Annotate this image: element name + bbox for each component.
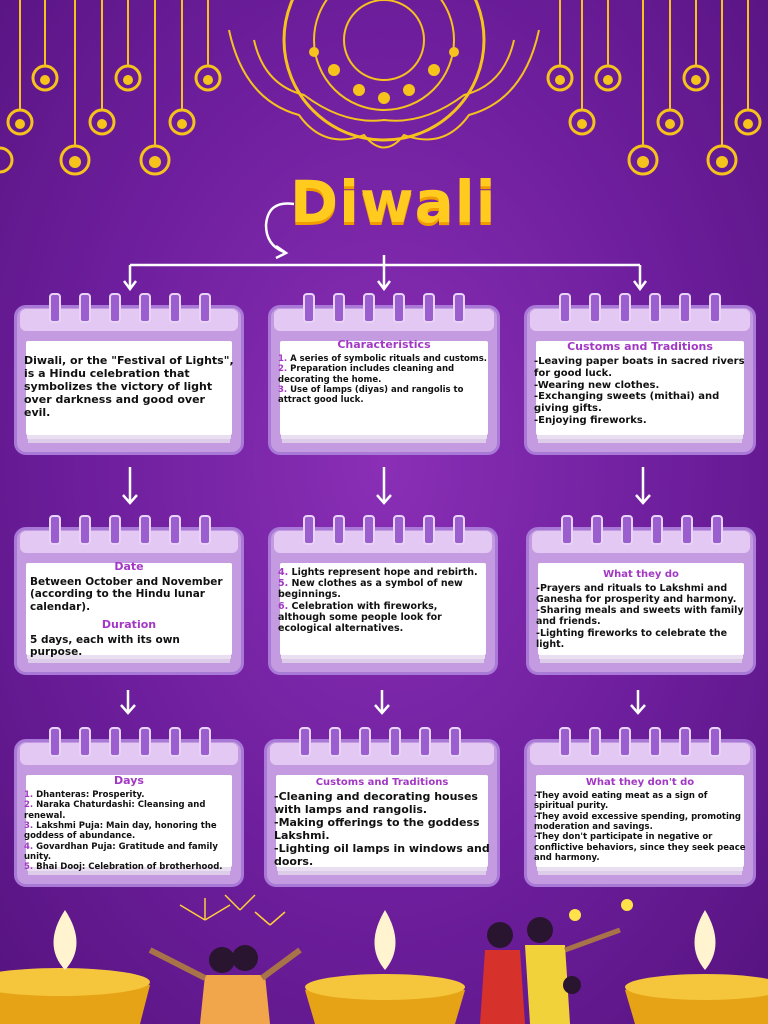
duration-text: 5 days, each with its own purpose. xyxy=(30,634,180,659)
duration-title: Duration xyxy=(101,618,157,632)
diya-lamp-icon xyxy=(0,910,150,1024)
card-days xyxy=(14,727,244,887)
list-item: -Prayers and rituals to Lakshmi and Ganesha for prosperity and harmony. xyxy=(536,582,737,605)
date-title: Date xyxy=(114,560,144,573)
list-item: -They avoid excessive spending, promoting moderation and savings. xyxy=(534,811,742,832)
list-item: -Sharing meals and sweets with family and friends. xyxy=(536,605,744,628)
what-they-do-title: What they do xyxy=(603,569,679,580)
list-item: 3. Use of lamps (diyas) and rangolis to attract good luck. xyxy=(278,385,464,406)
customs-title-2: Customs and Traditions xyxy=(315,777,449,788)
card-intro xyxy=(14,293,244,455)
list-item: -They don't participate in negative or conflictive behaviors, since they seek peace and harmony. xyxy=(534,832,746,863)
list-item: -Exchanging sweets (mithai) and giving gifts. xyxy=(534,391,720,415)
characteristics-title: Characteristics xyxy=(337,338,431,351)
list-item: 3. Lakshmi Puja: Main day, honoring the goddess of abundance. xyxy=(24,821,217,842)
diya-lamp-icon xyxy=(625,910,768,1024)
list-item: -Lighting fireworks to celebrate the light. xyxy=(536,627,728,650)
list-item: -Leaving paper boats in sacred rivers for good luck. xyxy=(534,355,745,379)
page-title: Diwali xyxy=(290,168,497,236)
card-customs-traditions xyxy=(524,293,756,455)
diya-lamp-icon xyxy=(305,910,465,1024)
sparkler-icon xyxy=(180,895,285,925)
date-text: Between October and November (according to the Hindu lunar calendar). xyxy=(30,575,223,613)
list-item: 1. A series of symbolic rituals and customs. xyxy=(278,353,487,364)
card-characteristics-continued xyxy=(268,515,498,675)
list-item: 5. New clothes as a symbol of new beginnings. xyxy=(278,578,463,601)
list-item: 4. Lights represent hope and rebirth. xyxy=(278,567,478,578)
days-title: Days xyxy=(114,774,144,787)
list-item: -They avoid eating meat as a sign of spiritual purity. xyxy=(534,790,708,812)
card-date-duration xyxy=(14,515,244,675)
list-item: -Cleaning and decorating houses with lamps and rangolis. xyxy=(274,789,478,816)
card-characteristics xyxy=(268,293,500,455)
list-item: 2. Naraka Chaturdashi: Cleansing and renewal. xyxy=(24,800,206,821)
list-item: -Enjoying fireworks. xyxy=(534,414,647,426)
list-item: 4. Govardhan Puja: Gratitude and family unity. xyxy=(24,841,218,863)
list-item: 1. Dhanteras: Prosperity. xyxy=(24,789,145,800)
bottom-decoration xyxy=(0,890,768,1024)
list-item: 6. Celebration with fireworks, although some people look for ecological alternatives. xyxy=(278,600,442,635)
list-item: -Lighting oil lamps in windows and doors. xyxy=(274,841,490,868)
what-they-dont-do-title: What they don't do xyxy=(585,777,695,788)
intro-text: Diwali, or the "Festival of Lights", is a Hindu celebration that symbolizes the victory of light over darkness and good over evil. xyxy=(24,354,234,419)
list-item: -Wearing new clothes. xyxy=(534,379,660,391)
list-item: 2. Preparation includes cleaning and decorating the home. xyxy=(278,364,455,385)
list-item: -Making offerings to the goddess Lakshmi. xyxy=(274,815,480,842)
card-what-they-do xyxy=(526,515,756,675)
card-customs-traditions-2 xyxy=(264,727,500,887)
card-what-they-dont-do xyxy=(524,727,756,887)
list-item: 5. Bhai Dooj: Celebration of brotherhood. xyxy=(24,862,223,873)
customs-title: Customs and Traditions xyxy=(567,340,713,353)
